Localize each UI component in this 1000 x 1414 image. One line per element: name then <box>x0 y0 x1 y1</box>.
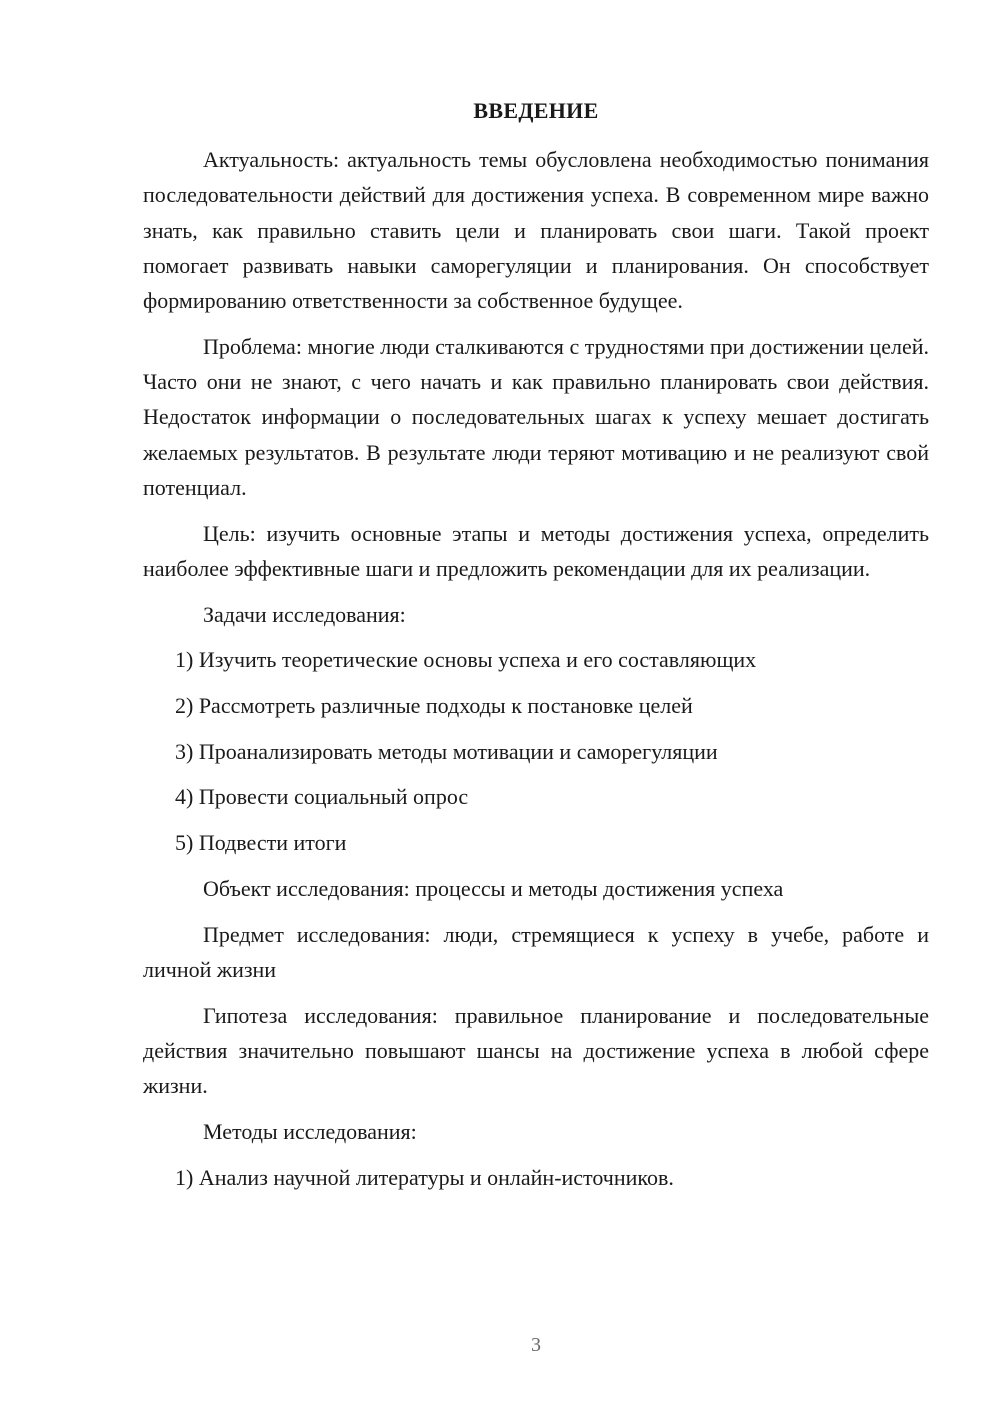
task-item: 1) Изучить теоретические основы успеха и его составляющих <box>175 647 757 673</box>
tasks-heading: Задачи исследования: <box>203 601 406 627</box>
section-title: ВВЕДЕНИЕ <box>473 98 599 123</box>
object-paragraph: Объект исследования: процессы и методы достижения успеха <box>203 875 784 901</box>
relevance-paragraph: Актуальность: актуальность темы обусловлена необходимостью понимания последовательности действий для достижения успеха. В современном мире важно знать, как правильно ставить цели и планировать свои шаги. Такой проект помогает развивать навыки саморегуляции и планирования. Он способствует формированию ответственности за собственное будущее. <box>143 147 929 314</box>
page-number: 3 <box>531 1334 541 1356</box>
task-item: 3) Проанализировать методы мотивации и саморегуляции <box>175 738 718 764</box>
goal-paragraph: Цель: изучить основные этапы и методы достижения успеха, определить наиболее эффективные шаги и предложить рекомендации для их реализации. <box>143 520 929 582</box>
document-body <box>143 142 929 1205</box>
subject-paragraph: Предмет исследования: люди, стремящиеся к успеху в учебе, работе и личной жизни <box>143 921 929 982</box>
task-item: 2) Рассмотреть различные подходы к постановке целей <box>175 693 693 719</box>
methods-heading: Методы исследования: <box>203 1118 417 1144</box>
method-item: 1) Анализ научной литературы и онлайн-источников. <box>175 1164 674 1190</box>
problem-paragraph: Проблема: многие люди сталкиваются с трудностями при достижении целей. Часто они не знают, с чего начать и как правильно планировать свои действия. Недостаток информации о последовательных шагах к успеху мешает достигать желаемых результатов. В результате люди теряют мотивацию и не реализуют свой потенциал. <box>143 333 929 501</box>
task-item: 4) Провести социальный опрос <box>175 784 469 810</box>
document-page <box>143 0 929 1414</box>
hypothesis-paragraph: Гипотеза исследования: правильное планирование и последовательные действия значительно повышают шансы на достижение успеха в любой сфере жизни. <box>143 1002 929 1099</box>
task-item: 5) Подвести итоги <box>175 830 347 856</box>
